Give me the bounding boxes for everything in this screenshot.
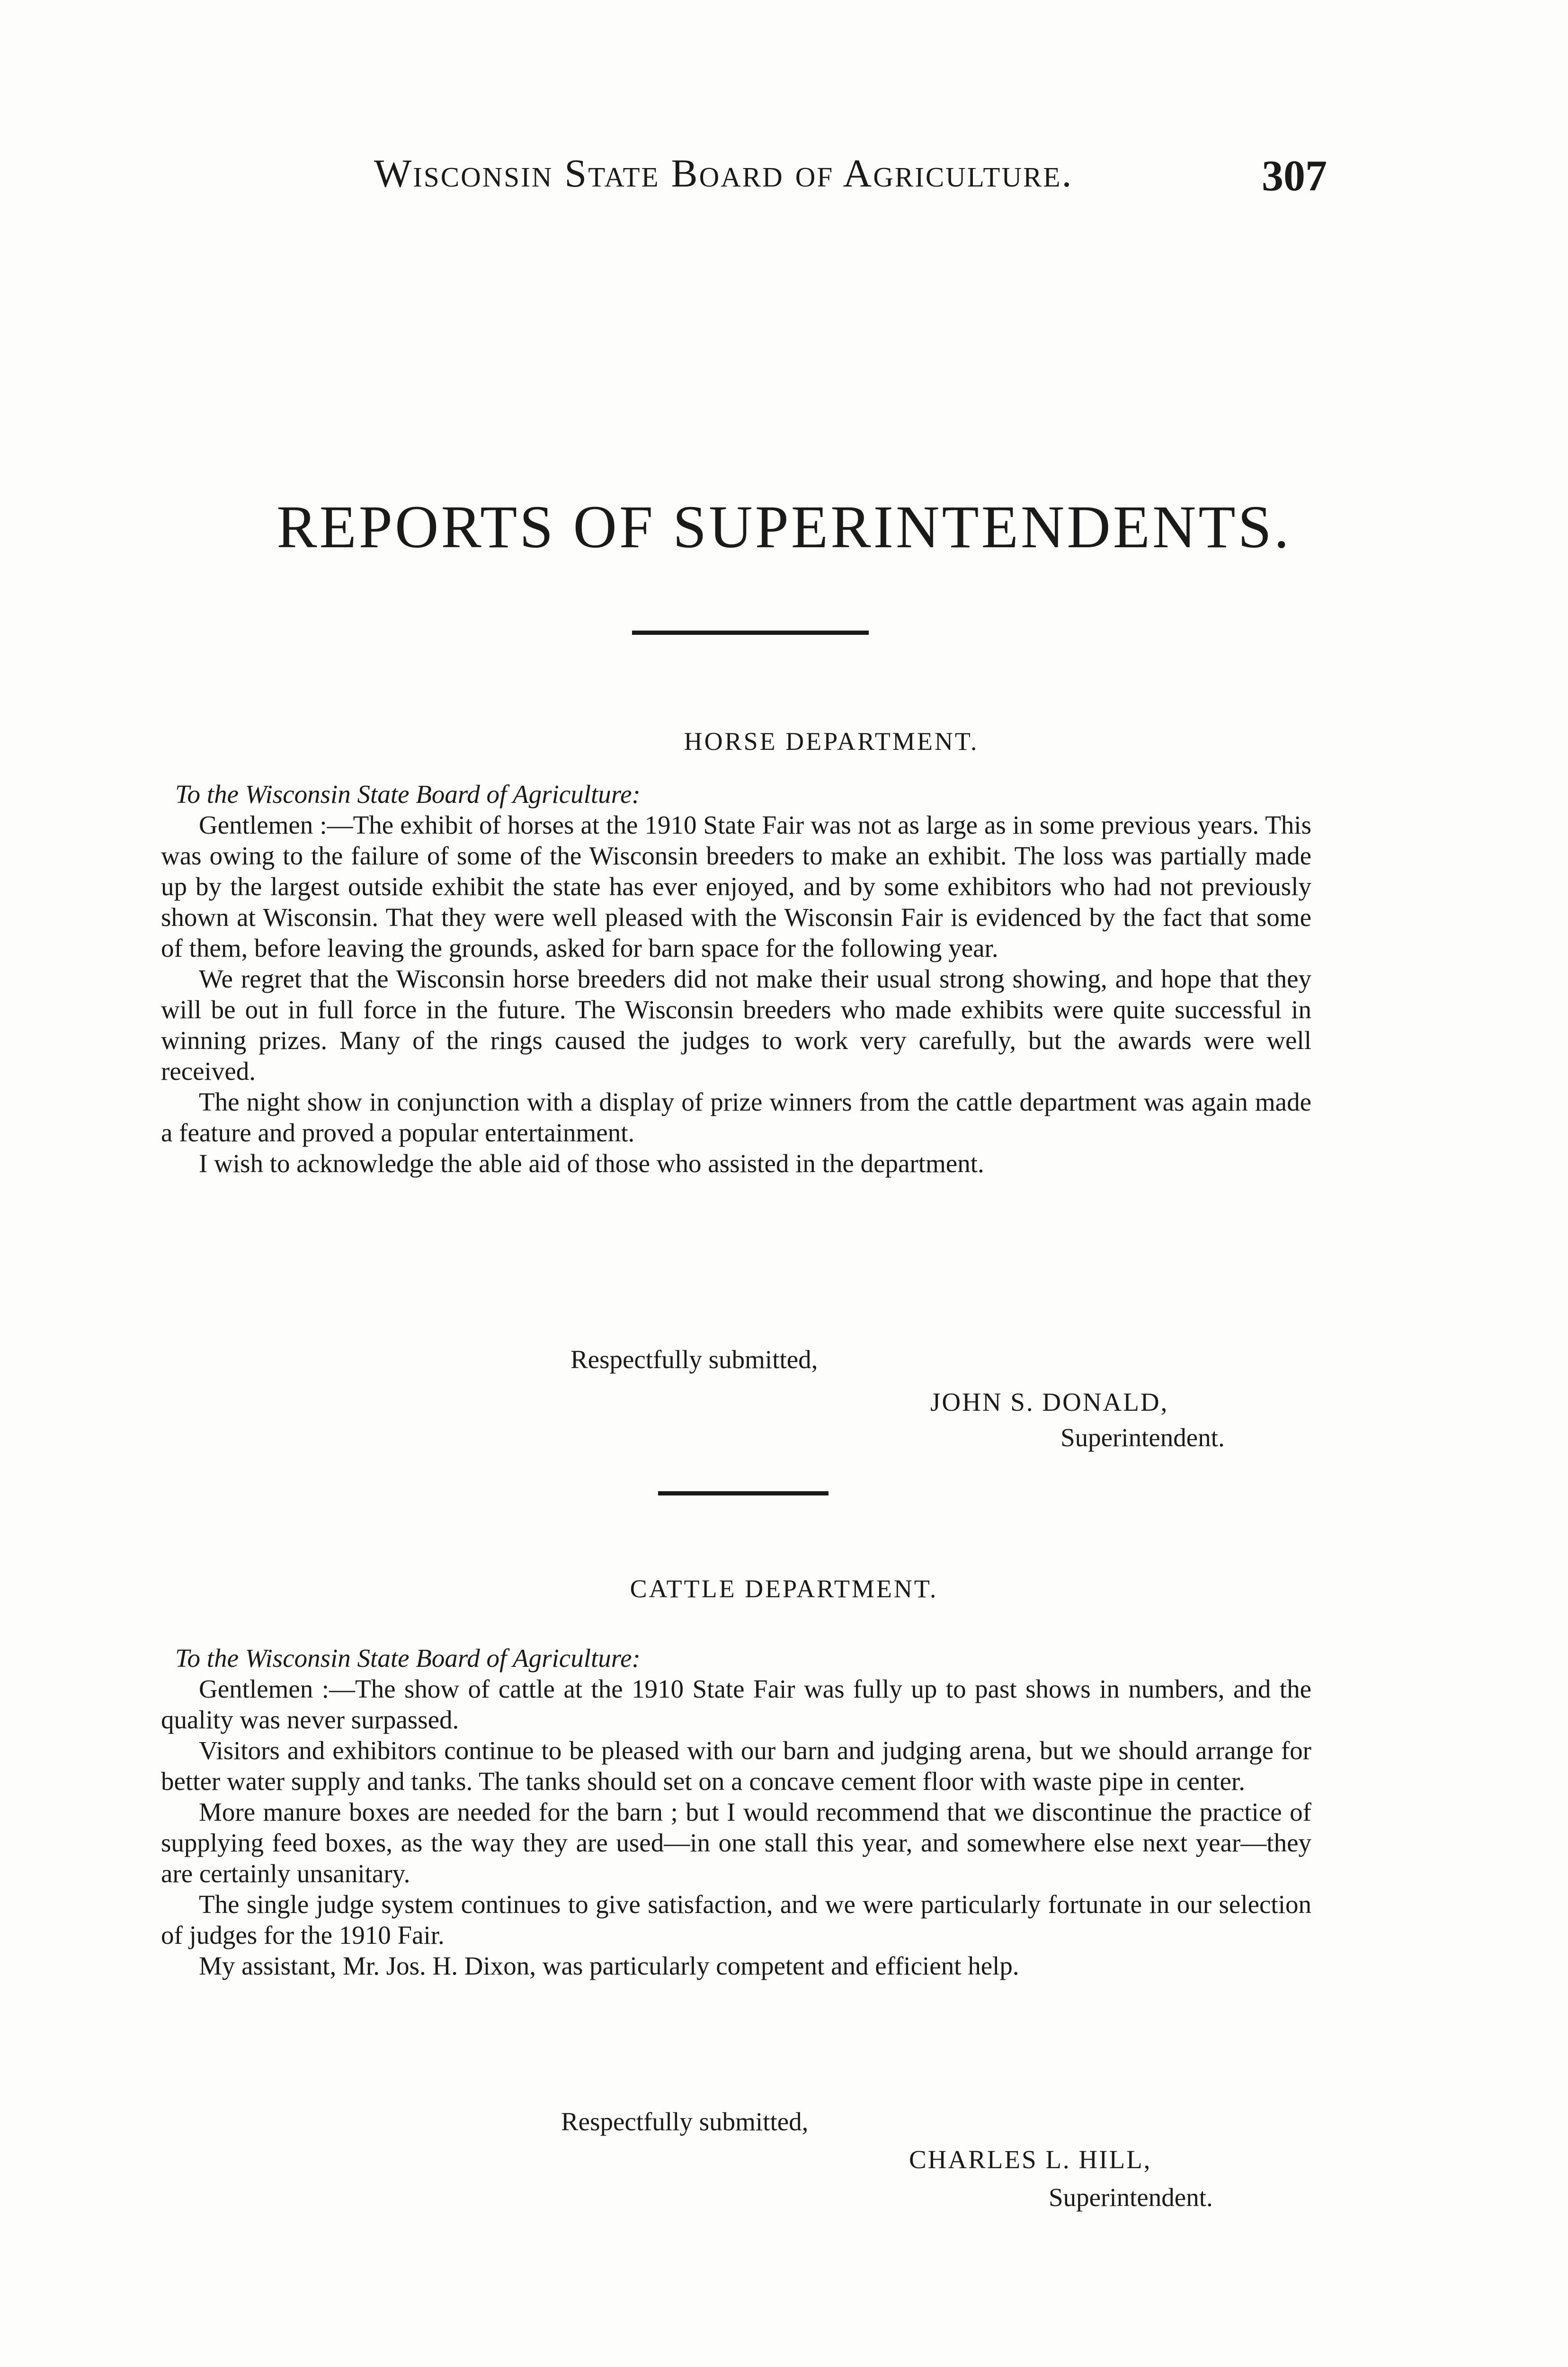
page-number: 307 [1262,151,1327,200]
section-divider [658,1491,829,1495]
signer-title: Superintendent. [1049,2183,1213,2212]
paragraph: Gentlemen :—The exhibit of horses at the 1910 State Fair was not as large as in some previous years. This was owing to the failure of some of the Wisconsin breeders to make an exhibit. The loss was partially made up by the largest outside exhibit the state has ever enjoyed, and by some exhibitors who had not previously shown at Wisconsin. That they were well pleased with the Wisconsin Fair is evidenced by the fact that some of them, before leaving the grounds, asked for barn space for the following year. [161,810,1311,962]
signer-name: JOHN S. DONALD, [930,1388,1169,1416]
closing-line: Respectfully submitted, [561,2107,809,2136]
running-head: Wisconsin State Board of Agriculture. [374,151,1073,196]
paragraph: The night show in conjunction with a display of prize winners from the cattle department was again made a feature and proved a popular entertainment. [161,1087,1311,1147]
paragraph: We regret that the Wisconsin horse breeders did not make their usual strong showing, and hope that they will be out in full force in the future. The Wisconsin breeders who made exhibits were quite successful in winning prizes. Many of the rings caused the judges to work very carefully, but the awards were well received. [161,964,1311,1086]
paragraph: More manure boxes are needed for the barn ; but I would recommend that we discontinue the practice of supplying feed boxes, as the way they are used—in one stall this year, and somewhere else next year—they are certainly unsanitary. [161,1797,1311,1888]
section-heading-horse: HORSE DEPARTMENT. [684,727,979,756]
section-body-horse [161,779,1311,1179]
signer-title: Superintendent. [1060,1423,1225,1452]
title-divider [632,631,869,635]
paragraph: The single judge system continues to give satisfaction, and we were particularly fortunate in our selection of judges for the 1910 Fair. [161,1890,1311,1949]
paragraph: Gentlemen :—The show of cattle at the 1910 State Fair was fully up to past shows in numbers, and the quality was never surpassed. [161,1674,1311,1734]
paragraph: Visitors and exhibitors continue to be pleased with our barn and judging arena, but we should arrange for better water supply and tanks. The tanks should set on a concave cement floor with waste pipe in center. [161,1736,1311,1796]
signer-name: CHARLES L. HILL, [909,2145,1152,2174]
section-body-cattle [161,1643,1311,1981]
paragraph: I wish to acknowledge the able aid of those who assisted in the department. [199,1149,984,1178]
page-title: REPORTS OF SUPERINTENDENTS. [276,493,1292,561]
section-heading-cattle: CATTLE DEPARTMENT. [630,1575,938,1603]
closing-line: Respectfully submitted, [570,1345,818,1374]
salutation: To the Wisconsin State Board of Agriculture: [175,1644,641,1673]
salutation: To the Wisconsin State Board of Agriculture: [175,780,641,809]
paragraph: My assistant, Mr. Jos. H. Dixon, was particularly competent and efficient help. [199,1951,1019,1980]
